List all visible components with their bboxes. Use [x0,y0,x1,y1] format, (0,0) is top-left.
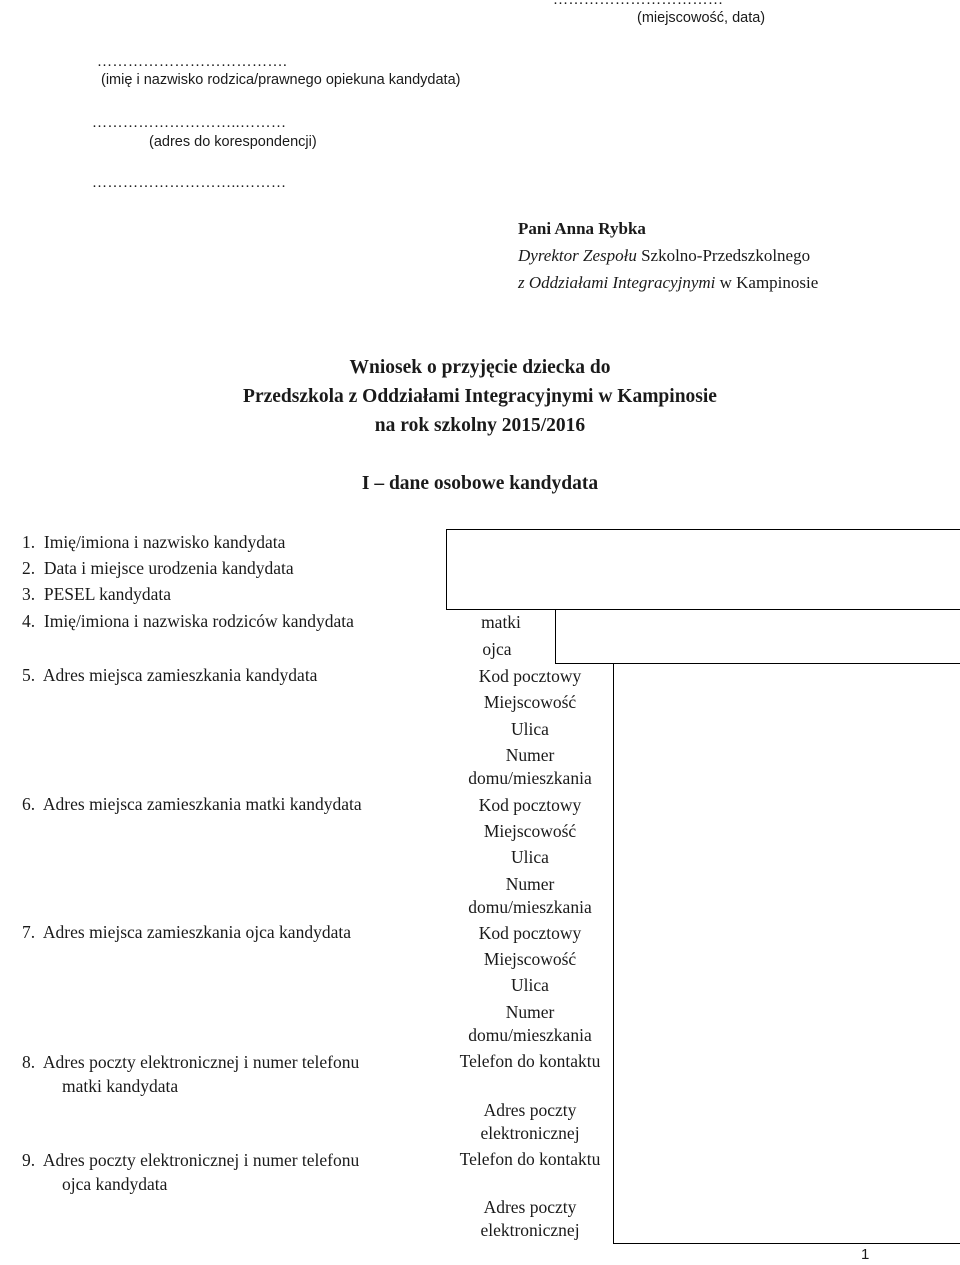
row-2: 2. Data i miejsce urodzenia kandydata [22,558,294,578]
addressee-line-3-italic: z Oddziałami Integracyjnymi [518,273,716,292]
row-6-postal-code: Kod pocztowy [478,795,582,815]
row-5: 5. Adres miejsca zamieszkania kandydata [22,665,318,685]
row-8-phone: Telefon do kontaktu [459,1051,601,1071]
row-5-house-number: Numer domu/mieszkania [468,745,592,788]
document-title [0,353,960,440]
addressee-line-2 [518,242,818,269]
title-line-2: Przedszkola z Oddziałami Integracyjnymi w Kampinosie [243,386,717,407]
title-line-1: Wniosek o przyjęcie dziecka do [349,357,611,378]
row-7-postal-code: Kod pocztowy [478,923,582,943]
title-line-3: na rok szkolny 2015/2016 [374,415,586,436]
addressee-line-3 [518,269,818,296]
grid-line [613,663,614,1243]
address-dots-2: ………………………..……… [92,175,287,191]
row-1: 1. Imię/imiona i nazwisko kandydata [22,532,286,552]
grid-line [446,529,447,609]
row-4-sub-ojca: ojca [482,639,512,659]
row-9-email: Adres poczty elektronicznej [480,1197,580,1240]
addressee-block [518,215,818,296]
row-4-sub-matki: matki [481,612,521,632]
row-4: 4. Imię/imiona i nazwiska rodziców kandydata [22,611,354,631]
page-number: 1 [861,1246,870,1263]
grid-line [446,529,960,530]
row-8: 8. Adres poczty elektronicznej i numer telefonu matki kandydata [22,1052,360,1096]
place-date-dots: …………………………… [553,0,724,8]
row-7: 7. Adres miejsca zamieszkania ojca kandydata [22,922,351,942]
parent-name-dots: ………………………………. [97,54,288,70]
place-date-hint: (miejscowość, data) [637,10,766,26]
row-6-street: Ulica [511,847,549,867]
row-9-phone: Telefon do kontaktu [459,1149,601,1169]
row-5-street: Ulica [511,719,549,739]
addressee-line-2-italic: Dyrektor Zespołu [518,246,637,265]
grid-line [446,609,960,610]
row-6-city: Miejscowość [483,821,577,841]
grid-line [613,1243,960,1244]
row-7-city: Miejscowość [483,949,577,969]
row-7-house-number: Numer domu/mieszkania [468,1002,592,1045]
addressee-line-3-rest: w Kampinosie [715,273,819,292]
row-3: 3. PESEL kandydata [22,584,172,604]
row-9: 9. Adres poczty elektronicznej i numer telefonu ojca kandydata [22,1150,360,1194]
row-5-postal-code: Kod pocztowy [478,666,582,686]
address-dots: ………………………..……… [92,115,287,131]
addressee-name: Pani Anna Rybka [518,219,646,238]
row-5-city: Miejscowość [483,692,577,712]
row-8-email: Adres poczty elektronicznej [480,1100,580,1143]
row-6-house-number: Numer domu/mieszkania [468,874,592,917]
addressee-line-2-rest: Szkolno-Przedszkolnego [636,246,811,265]
address-hint: (adres do korespondencji) [149,134,317,150]
row-6: 6. Adres miejsca zamieszkania matki kandydata [22,794,362,814]
row-7-street: Ulica [511,975,549,995]
section-heading: I – dane osobowe kandydata [361,473,599,494]
parent-name-hint: (imię i nazwisko rodzica/prawnego opiekuna kandydata) [101,72,461,88]
grid-line [555,663,960,664]
